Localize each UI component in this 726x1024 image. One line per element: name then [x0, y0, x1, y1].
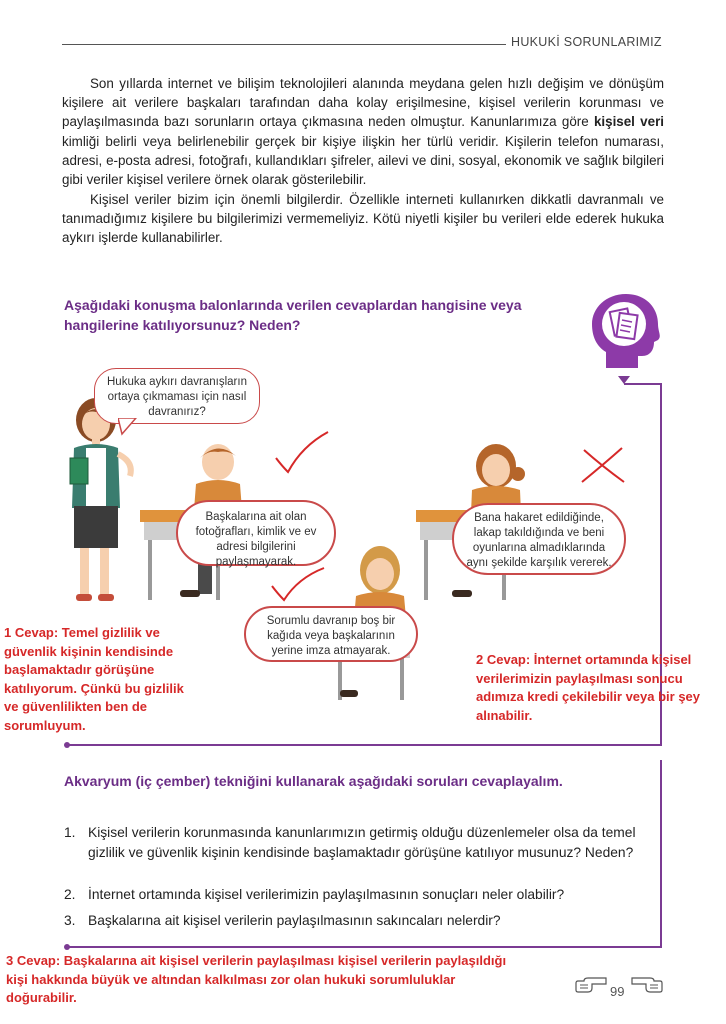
pointing-hand-left-icon	[574, 972, 608, 994]
girl-center-cloud-bubble: Sorumlu davranıp boş bir kağıda veya başkalarının yerine imza atmayarak.	[244, 606, 418, 662]
frame-line-bottom	[66, 946, 662, 948]
question-number: 1.	[64, 825, 76, 840]
checkmark-icon	[268, 566, 328, 606]
frame-line-right-lower	[660, 760, 662, 948]
answer-3: 3 Cevap: Başkalarına ait kişisel verilerin paylaşılması kişisel verilerin paylaşıldığı kişi hakkında büyük ve altından kalkılması zor olan hukuki sorumluluklar doğurabilir.	[6, 953, 507, 1005]
question-text: Kişisel verilerin korunmasında kanunlarımızın getirmiş olduğu düzenlemeler olsa da temel gizlilik ve güvenlik kişinin kendisinde başlamaktadır görüşüne katılıyor musunuz? Neden?	[88, 825, 636, 860]
intro-paragraph	[62, 74, 664, 189]
intro-text-b: kimliği belirli veya belirlenebilir gerçek bir kişiye ilişkin her türlü veridir. Kişilerin telefon numarası, adresi, e-posta adresi, fotoğrafı, kullandıkları şifreler, ailevi ve dini, sosyal, ekonomik ve sağlık bilgileri gibi veriler kişisel verilere örnek olarak gösterilebilir.	[62, 133, 664, 188]
cross-mark-icon	[578, 446, 628, 486]
girl-right-cloud-bubble: Bana hakaret edildiğinde, lakap takıldığında ve beni oyunlarına almadıklarında aynı şekilde karşılık vererek.	[452, 503, 626, 575]
answer-1: 1 Cevap: Temel gizlilik ve güvenlik kişinin kendisinde başlamaktadır görüşüne katılıyorum. Çünkü bu gizlilik ve güvenlilikten ben de sorumluyum.	[4, 625, 184, 733]
checkmark-icon	[272, 430, 332, 476]
discussion-prompt: Aşağıdaki konuşma balonlarında verilen cevaplardan hangisine veya hangilerine katılıyorsunuz? Neden?	[64, 297, 522, 333]
pointing-hand-right-icon	[630, 972, 664, 994]
teacher-speech-bubble: Hukuka aykırı davranışların ortaya çıkmaması için nasıl davranırız?	[94, 368, 260, 424]
page-header-title: HUKUKİ SORUNLARIMIZ	[511, 35, 662, 49]
section-title-aquarium: Akvaryum (iç çember) tekniğini kullanarak aşağıdaki soruları cevaplayalım.	[64, 773, 563, 789]
answer-2: 2 Cevap: İnternet ortamında kişisel verilerimizin paylaşılması sonucu adımıza kredi çekilebilir veya bir şey alınabilir.	[476, 652, 701, 723]
header-rule	[62, 44, 506, 45]
question-item	[64, 911, 654, 931]
question-number: 3.	[64, 913, 76, 928]
question-item	[64, 885, 654, 905]
second-paragraph: Kişisel veriler bizim için önemli bilgilerdir. Özellikle interneti kullanırken dikkatli davranmalı ve tanımadığımız kişilere bu bilgilerimizi vermemeliyiz. Kötü niyetli kişiler bu verileri elde ederek hukuka aykırı işlerde kullanabilirler.	[62, 192, 664, 246]
frame-line-top-stub	[624, 383, 662, 385]
term-kisisel-veri: kişisel veri	[593, 114, 664, 130]
frame-dot-middle	[64, 742, 70, 748]
frame-dot-bottom	[64, 944, 70, 950]
boy-cloud-bubble: Başkalarına ait olan fotoğrafları, kimlik ve ev adresi bilgilerini paylaşmayarak.	[176, 500, 336, 566]
frame-line-middle	[66, 744, 662, 746]
thinking-head-icon	[588, 290, 664, 372]
question-text: Başkalarına ait kişisel verilerin paylaşılmasının sakıncaları nelerdir?	[88, 913, 501, 928]
page-number: 99	[610, 984, 625, 999]
question-text: İnternet ortamında kişisel verilerimizin paylaşılmasının sonuçları neler olabilir?	[88, 887, 565, 902]
question-item	[64, 823, 654, 863]
question-number: 2.	[64, 887, 76, 902]
bubble-tail-teacher	[118, 418, 138, 436]
intro-text-a: Son yıllarda internet ve bilişim teknolojileri alanında meydana gelen hızlı değişim ve dönüşüm kişilere ait verilere başkaları tarafından daha kolay erişilmesine, kişisel verilerin korunması ve paylaşılmasında bazı sorunların ortaya çıkmasına neden olmuştur. Kanunlarımıza göre	[62, 76, 664, 130]
